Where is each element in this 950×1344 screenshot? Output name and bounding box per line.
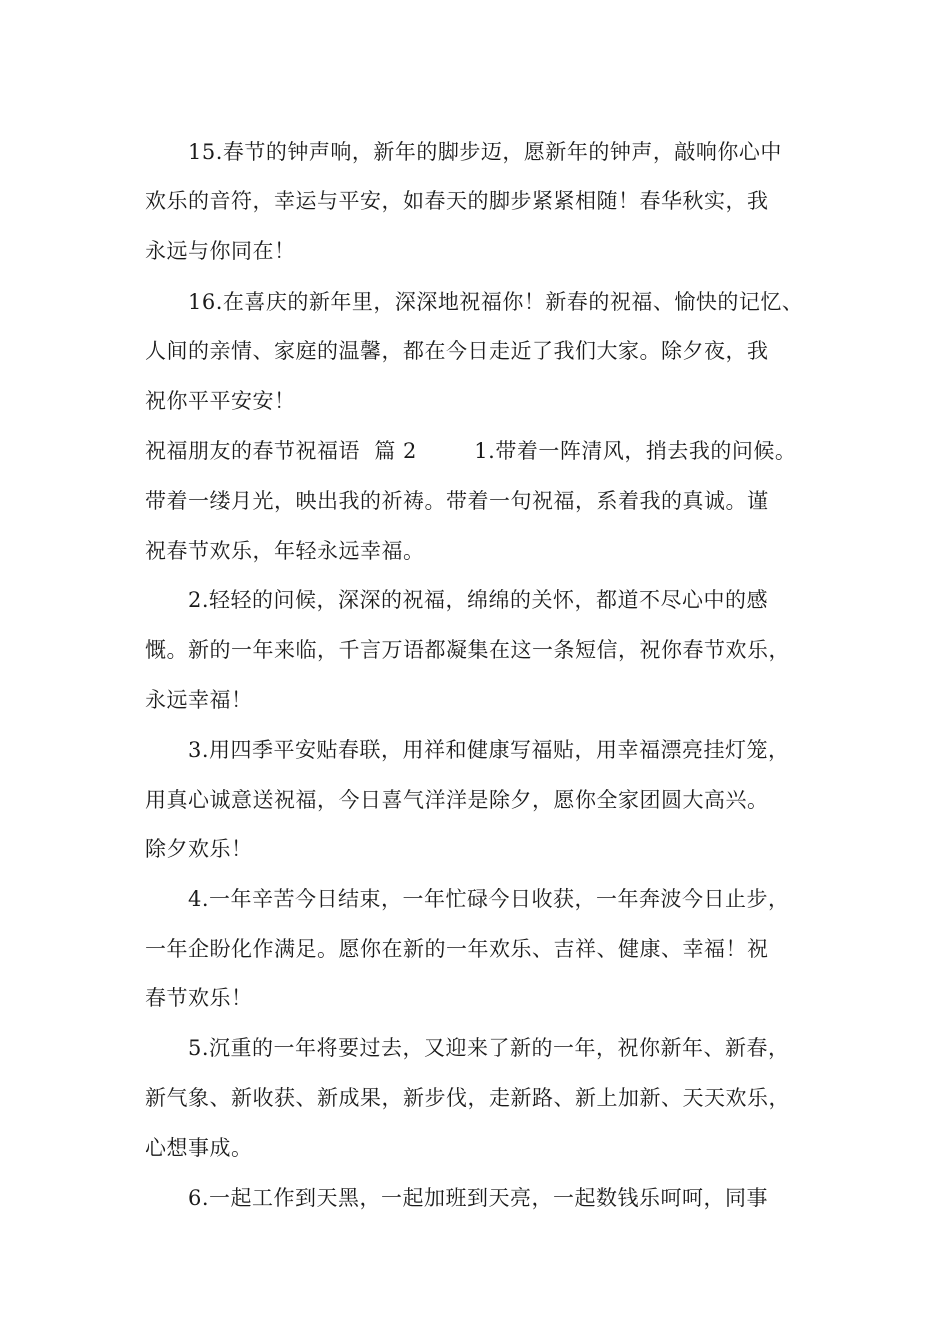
text-line: 祝春节欢乐，年轻永远幸福。	[145, 539, 425, 563]
text-line: 人间的亲情、家庭的温馨，都在今日走近了我们大家。除夕夜，我	[145, 339, 769, 363]
section-heading-line: 祝福朋友的春节祝福语 篇 2 1.带着一阵清风，捎去我的问候。	[145, 439, 797, 463]
text-line: 春节欢乐！	[145, 986, 253, 1010]
text-line: 5.沉重的一年将要过去，又迎来了新的一年，祝你新年、新春，	[188, 1036, 790, 1060]
text-line: 6.一起工作到天黑，一起加班到天亮，一起数钱乐呵呵，同事	[188, 1186, 769, 1210]
text-line: 新气象、新收获、新成果，新步伐，走新路、新上加新、天天欢乐，	[145, 1086, 790, 1110]
text-line: 永远与你同在！	[145, 239, 296, 263]
text-line: 4.一年辛苦今日结束，一年忙碌今日收获，一年奔波今日止步，	[188, 887, 790, 911]
text-line: 15.春节的钟声响，新年的脚步迈，愿新年的钟声，敲响你心中	[188, 140, 782, 164]
text-line: 永远幸福！	[145, 688, 253, 712]
text-line: 一年企盼化作满足。愿你在新的一年欢乐、吉祥、健康、幸福！祝	[145, 937, 769, 961]
text-line: 用真心诚意送祝福，今日喜气洋洋是除夕，愿你全家团圆大高兴。	[145, 788, 769, 812]
text-line: 16.在喜庆的新年里，深深地祝福你！新春的祝福、愉快的记忆、	[188, 290, 804, 314]
text-line: 带着一缕月光，映出我的祈祷。带着一句祝福，系着我的真诚。谨	[145, 489, 769, 513]
text-line: 3.用四季平安贴春联，用祥和健康写福贴，用幸福漂亮挂灯笼，	[188, 738, 790, 762]
text-line: 祝你平平安安！	[145, 389, 296, 413]
text-line: 2.轻轻的问候，深深的祝福，绵绵的关怀，都道不尽心中的感	[188, 588, 769, 612]
text-line: 心想事成。	[145, 1136, 253, 1160]
text-line: 除夕欢乐！	[145, 837, 253, 861]
text-line: 欢乐的音符，幸运与平安，如春天的脚步紧紧相随！春华秋实，我	[145, 189, 769, 213]
text-line: 慨。新的一年来临，千言万语都凝集在这一条短信，祝你春节欢乐，	[145, 638, 790, 662]
